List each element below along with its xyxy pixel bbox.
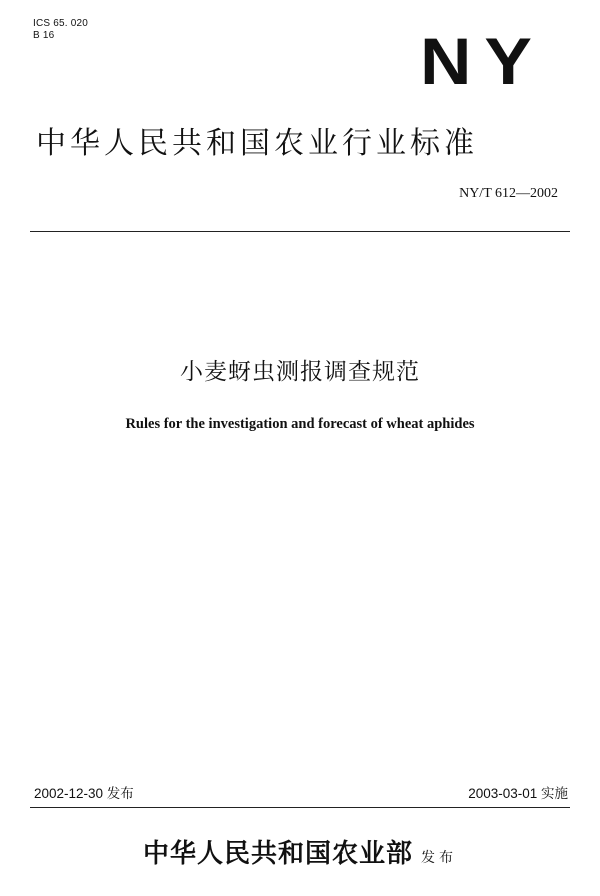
ics-code: ICS 65. 020 — [33, 18, 89, 29]
publisher-action: 发布 — [421, 850, 457, 866]
ny-logo: NY — [420, 24, 545, 98]
issue-date: 2002-12-30 发布 — [34, 786, 134, 801]
document-title-chinese: 小麦蚜虫测报调查规范 — [180, 359, 420, 385]
standard-category-title: 中华人民共和国农业行业标准 — [36, 126, 478, 161]
implementation-date: 2003-03-01 实施 — [468, 786, 568, 801]
publisher-name: 中华人民共和国农业部 — [142, 839, 413, 869]
standard-number: NY/T 612—2002 — [459, 186, 558, 201]
document-title-english: Rules for the investigation and forecast of wheat aphides — [125, 416, 475, 432]
publisher-line — [0, 838, 600, 870]
ccs-code: B 16 — [33, 30, 55, 41]
header-divider — [30, 231, 570, 232]
footer-divider — [30, 807, 570, 808]
